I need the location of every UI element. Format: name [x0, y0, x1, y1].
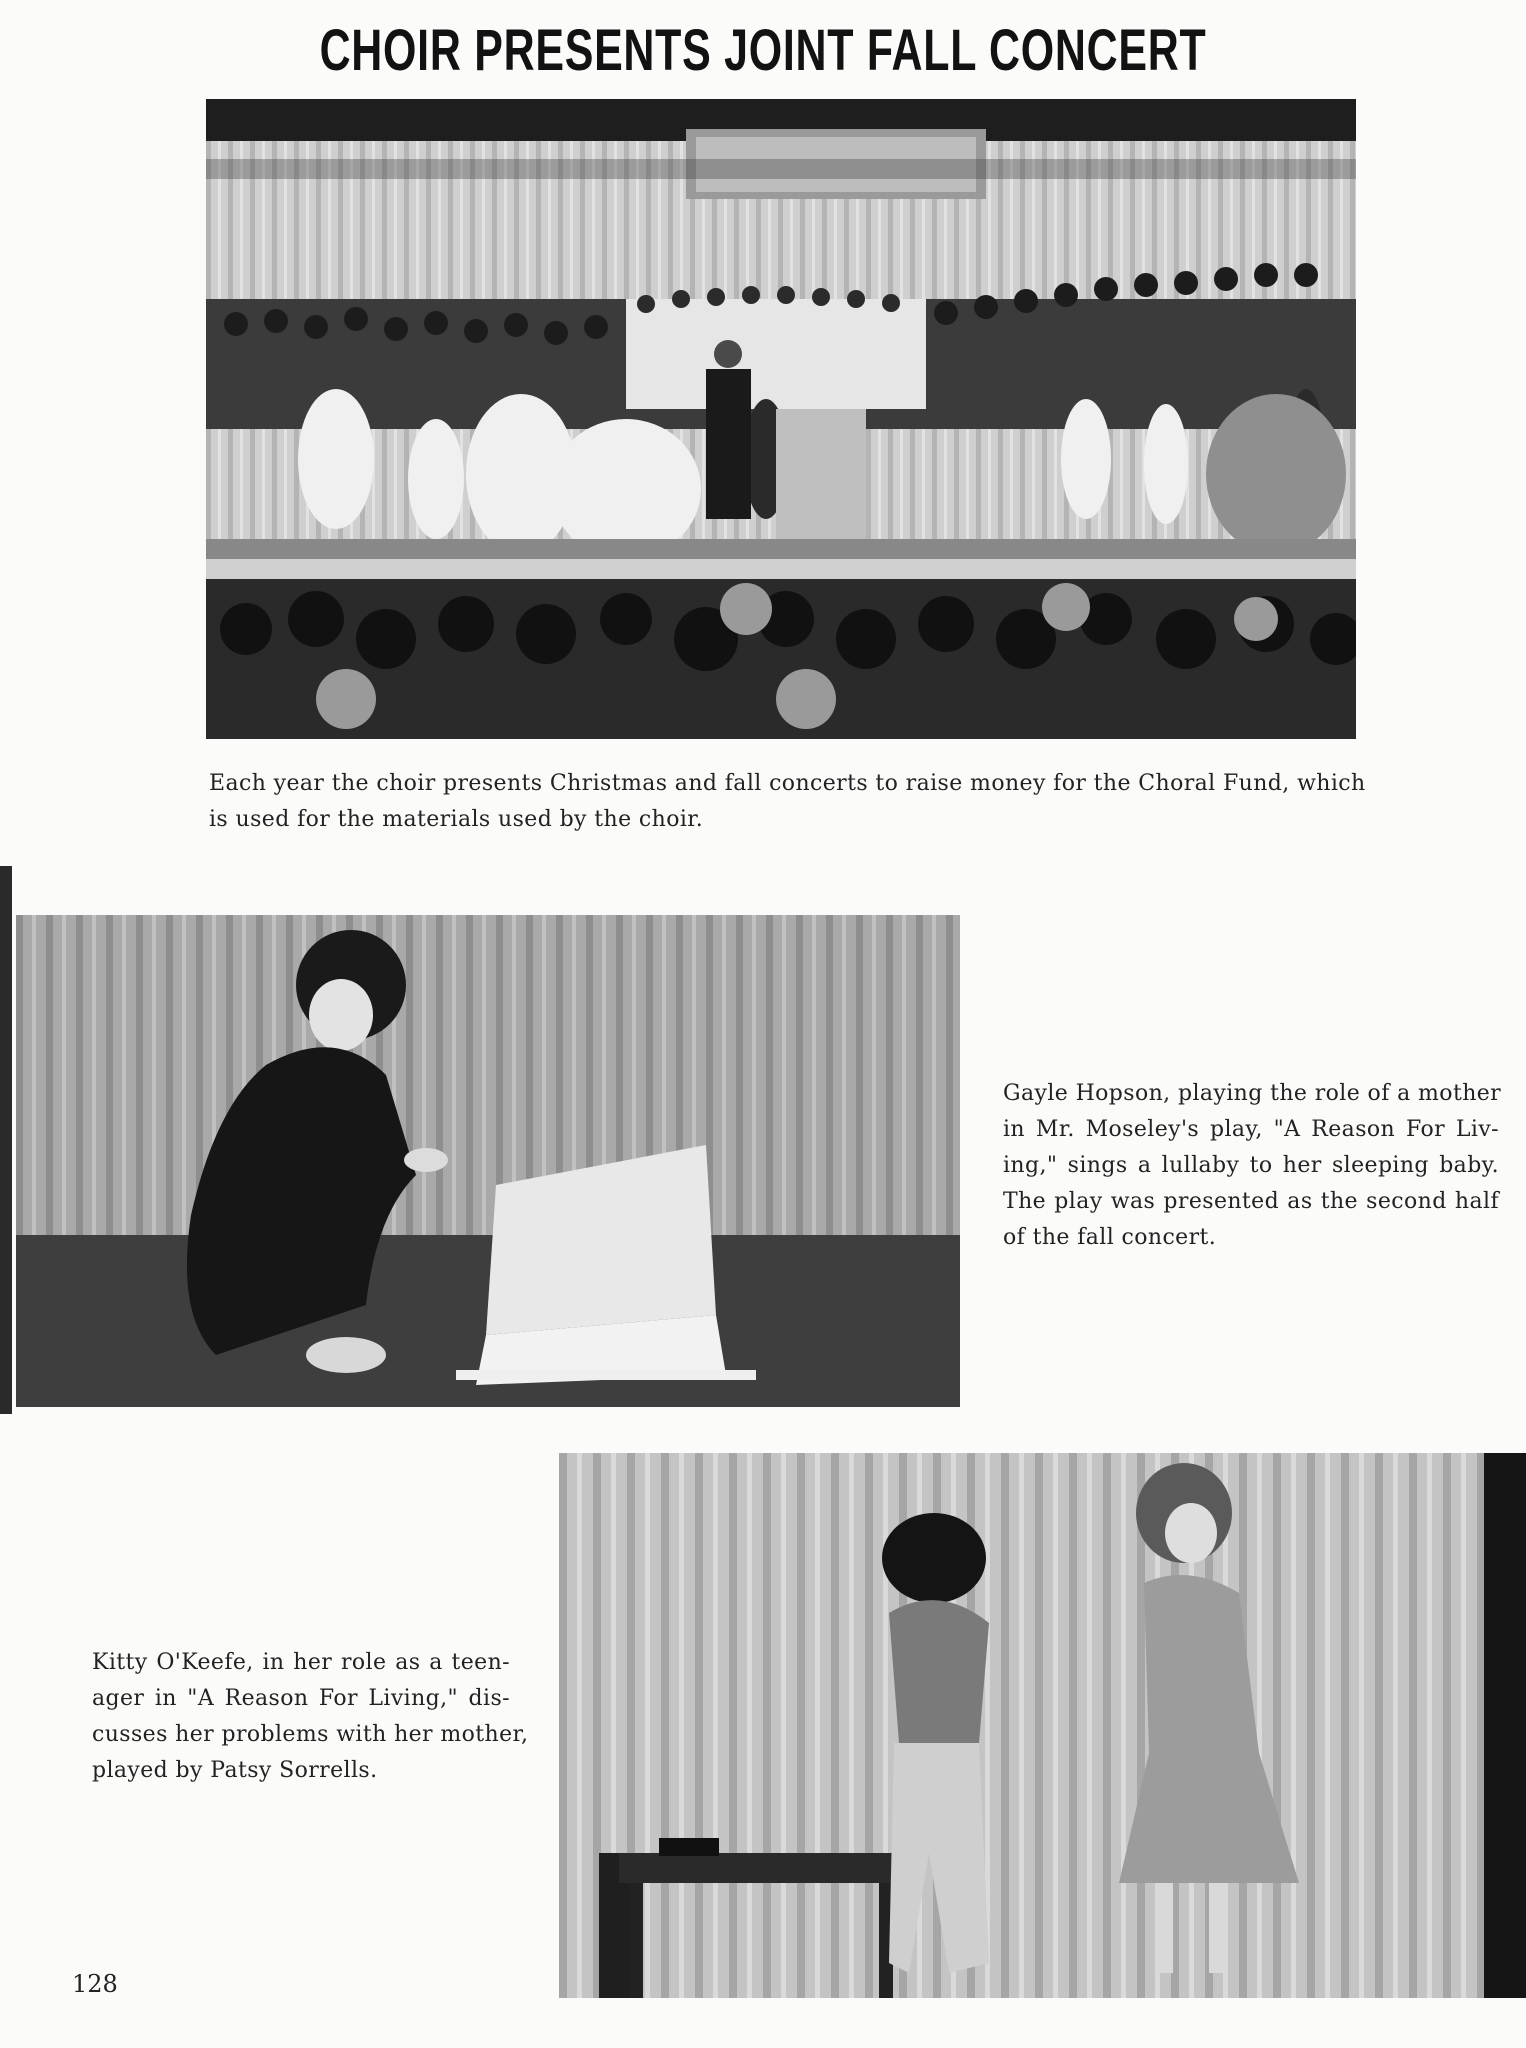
kitty-caption-line-2: ager in "A Reason For Living," dis- — [92, 1686, 510, 1711]
page-title: CHOIR PRESENTS JOINT FALL CONCERT — [319, 18, 1207, 83]
gayle-caption-line-1: Gayle Hopson, playing the role of a mother — [1003, 1081, 1502, 1106]
gayle-cradle-photo — [16, 915, 960, 1407]
gayle-caption-line-5: of the fall concert. — [1003, 1225, 1217, 1250]
kitty-caption-line-4: played by Patsy Sorrells. — [92, 1758, 378, 1783]
choir-concert-photo — [206, 99, 1356, 739]
left-edge-bar — [0, 866, 12, 1414]
concert-caption-line-1: Each year the choir presents Christmas and fall concerts to raise money for the Choral Fund, which — [209, 771, 1366, 796]
kitty-caption — [92, 1645, 529, 1789]
concert-caption — [209, 766, 1366, 838]
gayle-caption-line-4: The play was presented as the second half — [1003, 1189, 1499, 1214]
page-number: 128 — [72, 1970, 118, 1998]
kitty-caption-line-3: cusses her problems with her mother, — [92, 1722, 529, 1747]
kitty-caption-line-1: Kitty O'Keefe, in her role as a teen- — [92, 1650, 510, 1675]
concert-caption-line-2: is used for the materials used by the choir. — [209, 807, 704, 832]
gayle-caption — [1003, 1076, 1502, 1256]
gayle-caption-line-3: ing," sings a lullaby to her sleeping baby. — [1003, 1153, 1499, 1178]
kitty-patsy-photo — [559, 1453, 1526, 1998]
gayle-caption-line-2: in Mr. Moseley's play, "A Reason For Liv- — [1003, 1117, 1499, 1142]
